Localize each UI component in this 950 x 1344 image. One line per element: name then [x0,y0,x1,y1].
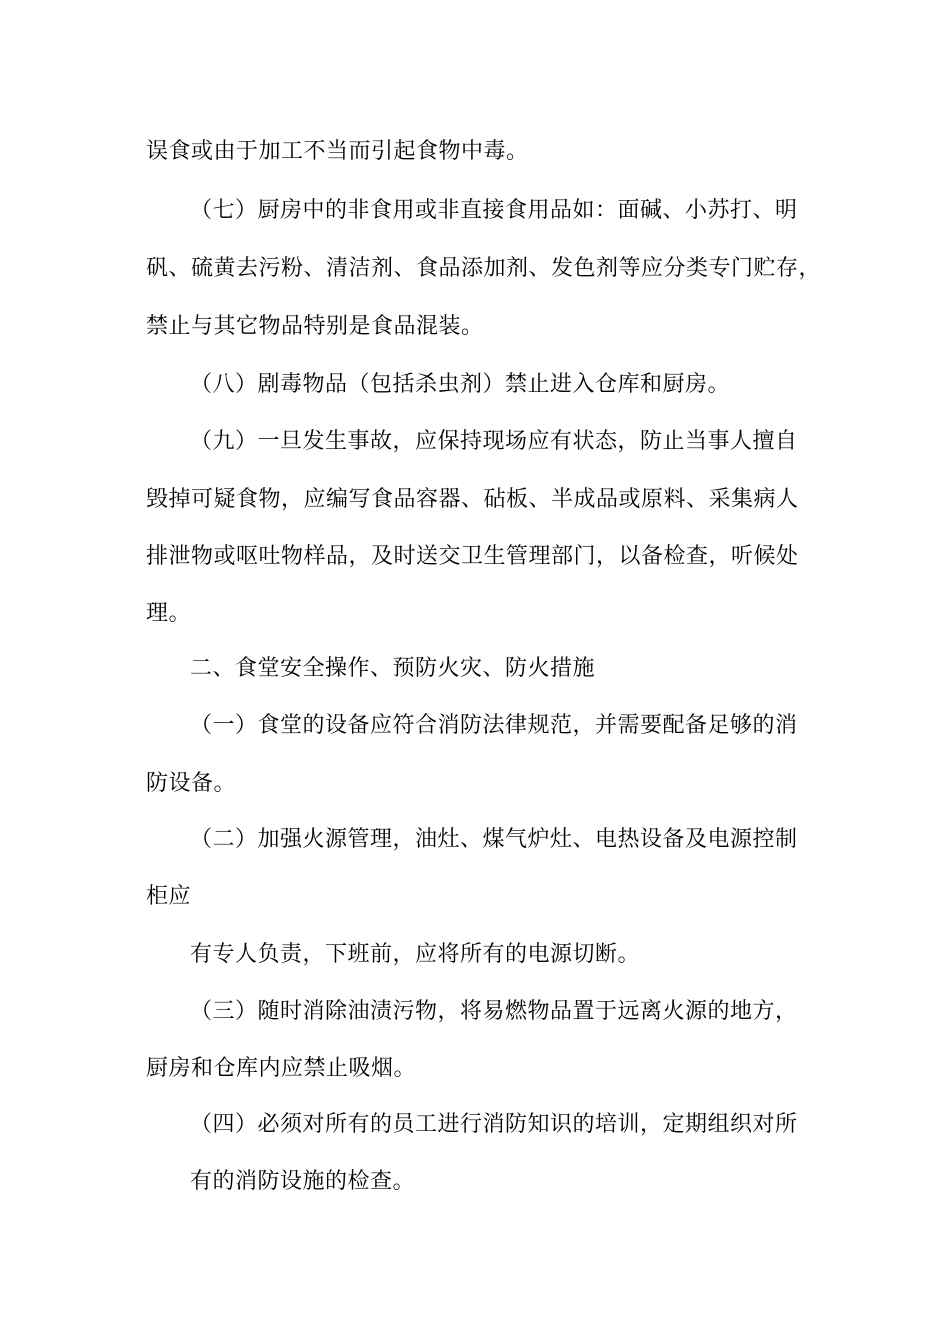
text-line: 有专人负责，下班前，应将所有的电源切断。 [190,942,641,967]
text-line: 禁止与其它物品特别是食品混装。 [146,314,484,339]
text-line: 矾、硫黄去污粉、清洁剂、食品添加剂、发色剂等应分类专门贮存， [146,256,822,281]
text-line: （九）一旦发生事故，应保持现场应有状态，防止当事人擅自 [190,429,798,454]
text-line: （八）剧毒物品（包括杀虫剂）禁止进入仓库和厨房。 [190,372,731,397]
text-line: （四）必须对所有的员工进行消防知识的培训，定期组织对所 [190,1112,798,1137]
text-line: 柜应 [146,884,192,909]
text-line: 排泄物或呕吐物样品，及时送交卫生管理部门，以备检查，听候处 [146,544,799,569]
text-line: 误食或由于加工不当而引起食物中毒。 [146,139,529,164]
text-line: 防设备。 [146,771,237,796]
section-heading: 二、食堂安全操作、预防火灾、防火措施 [190,656,596,681]
text-line: （一）食堂的设备应符合消防法律规范，并需要配备足够的消 [190,713,798,738]
text-line: （三）随时消除油渍污物，将易燃物品置于远离火源的地方， [190,999,798,1024]
text-line: 厨房和仓库内应禁止吸烟。 [146,1056,417,1081]
text-line: （二）加强火源管理，油灶、煤气炉灶、电热设备及电源控制 [190,827,798,852]
text-line: 毁掉可疑食物，应编写食品容器、砧板、半成品或原料、采集病人 [146,487,799,512]
text-line: 理。 [146,601,192,626]
text-line: 有的消防设施的检查。 [190,1169,416,1194]
text-line: （七）厨房中的非食用或非直接食用品如：面碱、小苏打、明 [190,198,798,223]
